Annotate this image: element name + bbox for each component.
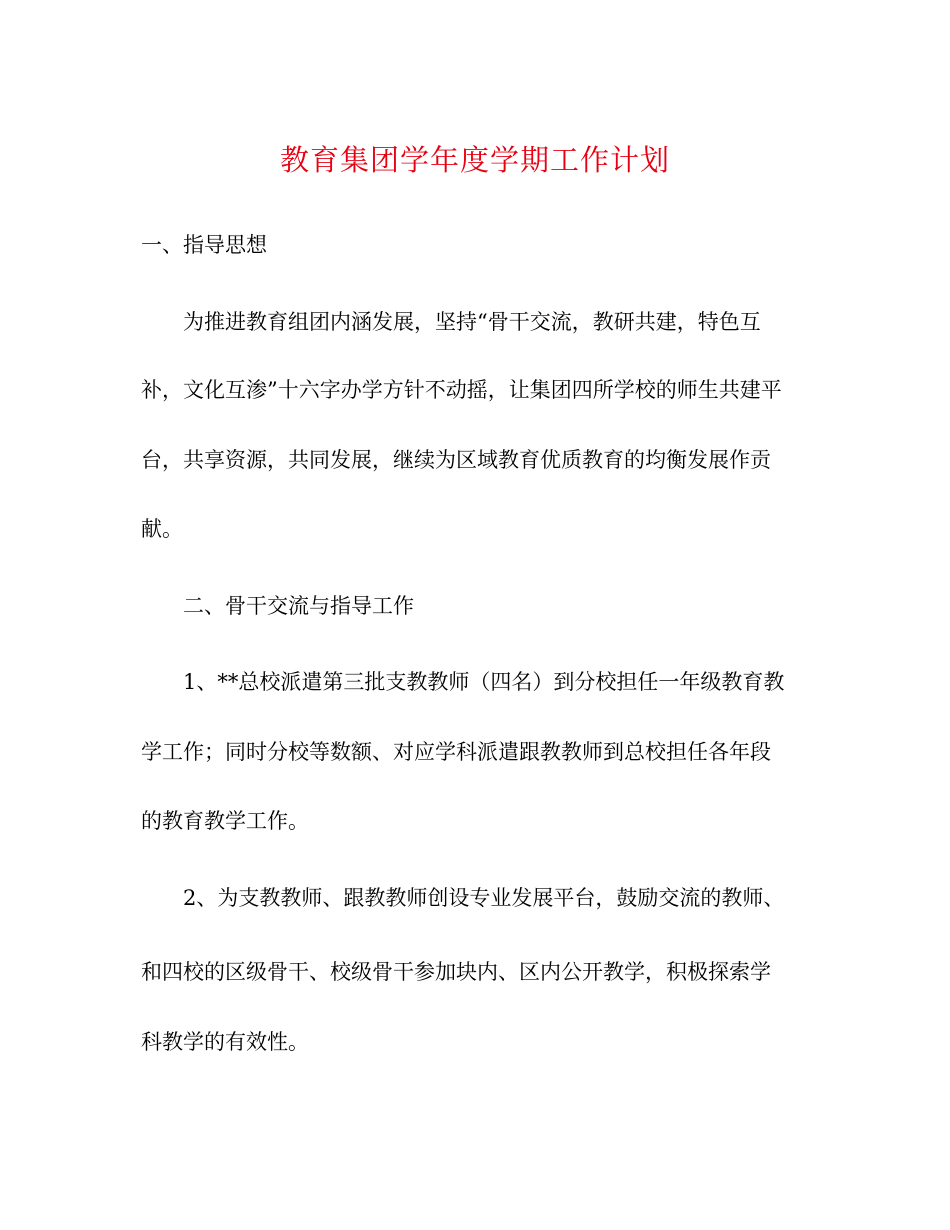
paragraph-line: 科教学的有效性。 <box>141 1030 309 1054</box>
section-heading-backbone-exchange: 二、骨干交流与指导工作 <box>183 594 414 618</box>
paragraph-line: 为推进教育组团内涵发展，坚持“骨干交流，教研共建，特色互 <box>183 310 761 334</box>
paragraph-line: 和四校的区级骨干、校级骨干参加块内、区内公开教学，积极探索学 <box>141 960 771 984</box>
paragraph-line: 补，文化互渗”十六字办学方针不动摇，让集团四所学校的师生共建平 <box>141 378 782 402</box>
document-title: 教育集团学年度学期工作计划 <box>279 143 670 177</box>
paragraph-line: 的教育教学工作。 <box>141 809 309 833</box>
paragraph-line: 献。 <box>141 517 183 541</box>
paragraph-line: 1、**总校派遣第三批支教教师（四名）到分校担任一年级教育教 <box>183 670 785 694</box>
paragraph-line: 2、为支教教师、跟教教师创设专业发展平台，鼓励交流的教师、 <box>183 886 785 910</box>
paragraph-line: 学工作；同时分校等数额、对应学科派遣跟教教师到总校担任各年段 <box>141 740 771 764</box>
paragraph-line: 台，共享资源，共同发展，继续为区域教育优质教育的均衡发展作贡 <box>141 448 771 472</box>
section-heading-guiding-ideology: 一、指导思想 <box>141 233 267 257</box>
